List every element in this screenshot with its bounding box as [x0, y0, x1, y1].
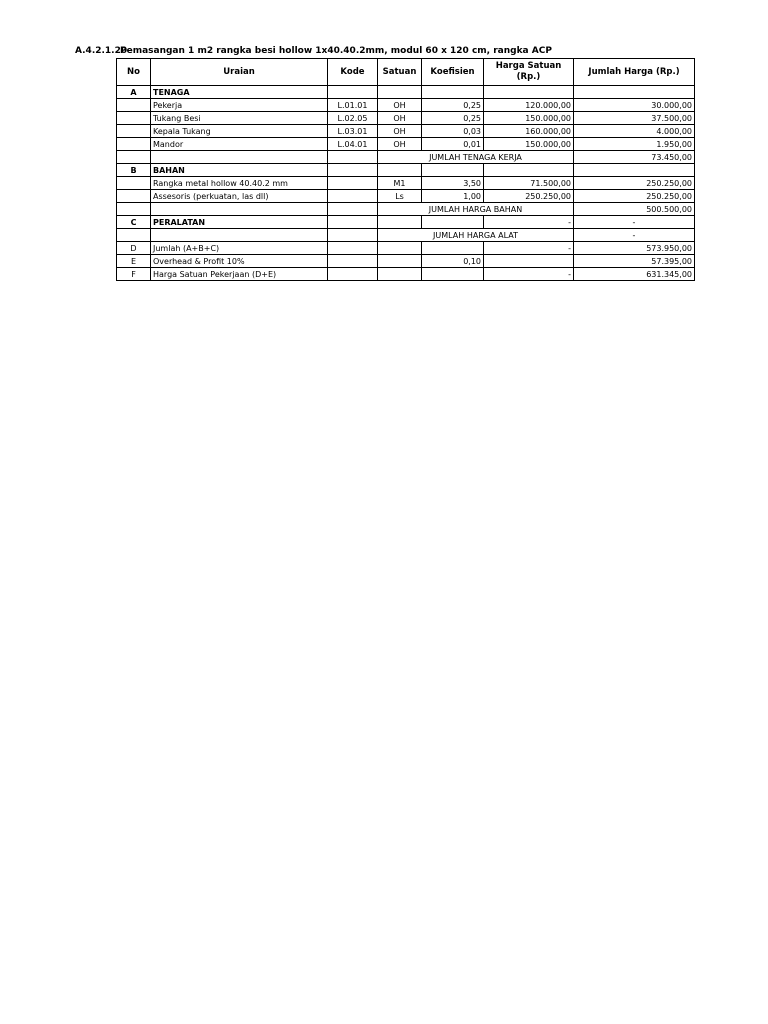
section-c-label: PERALATAN: [151, 216, 328, 229]
section-a-total-row: [117, 151, 695, 164]
table-row: [117, 177, 695, 190]
summary-uraian: Overhead & Profit 10%: [151, 255, 328, 268]
row-uraian: Assesoris (perkuatan, las dll): [151, 190, 328, 203]
row-jumlah: 37.500,00: [574, 112, 695, 125]
row-harga: 150.000,00: [484, 112, 574, 125]
row-harga: 120.000,00: [484, 99, 574, 112]
row-uraian: Mandor: [151, 138, 328, 151]
row-kode: [328, 190, 378, 203]
header-harga-satuan: [484, 59, 574, 86]
summary-row-d: [117, 242, 695, 255]
row-jumlah: 4.000,00: [574, 125, 695, 138]
summary-uraian: Jumlah (A+B+C): [151, 242, 328, 255]
row-kode: [328, 177, 378, 190]
header-kode: Kode: [328, 59, 378, 86]
row-uraian: Rangka metal hollow 40.40.2 mm: [151, 177, 328, 190]
section-c-jumlah: -: [574, 216, 695, 229]
row-satuan: OH: [378, 138, 422, 151]
section-b-total-label: JUMLAH HARGA BAHAN: [378, 203, 574, 216]
page-title: Pemasangan 1 m2 rangka besi hollow 1x40.40.2mm, modul 60 x 120 cm, rangka ACP: [120, 46, 552, 56]
row-jumlah: 250.250,00: [574, 177, 695, 190]
section-b-total-value: 500.500,00: [574, 203, 695, 216]
summary-jumlah: 57.395,00: [574, 255, 695, 268]
header-row: [117, 59, 695, 86]
section-b-label: BAHAN: [151, 164, 328, 177]
header-jumlah-harga: Jumlah Harga (Rp.): [574, 59, 695, 86]
summary-harga: [484, 255, 574, 268]
section-a-header-row: [117, 86, 695, 99]
summary-harga: -: [484, 268, 574, 281]
summary-uraian: Harga Satuan Pekerjaan (D+E): [151, 268, 328, 281]
row-jumlah: 30.000,00: [574, 99, 695, 112]
section-c-no: C: [117, 216, 151, 229]
summary-row-f: [117, 268, 695, 281]
table-row: [117, 99, 695, 112]
section-b-total-row: [117, 203, 695, 216]
header-no: No: [117, 59, 151, 86]
table-row: [117, 112, 695, 125]
header-uraian: Uraian: [151, 59, 328, 86]
summary-koefisien: [422, 268, 484, 281]
summary-jumlah: 573.950,00: [574, 242, 695, 255]
summary-koefisien: [422, 242, 484, 255]
row-jumlah: 250.250,00: [574, 190, 695, 203]
summary-koefisien: 0,10: [422, 255, 484, 268]
section-c-header-row: [117, 216, 695, 229]
row-uraian: Kepala Tukang: [151, 125, 328, 138]
section-c-total-value: -: [574, 229, 695, 242]
table-row: [117, 138, 695, 151]
row-satuan: OH: [378, 125, 422, 138]
summary-no: D: [117, 242, 151, 255]
row-kode: L.02.05: [328, 112, 378, 125]
header-harga-satuan-line1: Harga Satuan: [495, 61, 562, 71]
section-c-total-label: JUMLAH HARGA ALAT: [378, 229, 574, 242]
header-satuan: Satuan: [378, 59, 422, 86]
header-harga-satuan-line2: (Rp.): [516, 72, 541, 82]
section-a-total-value: 73.450,00: [574, 151, 695, 164]
row-koefisien: 0,03: [422, 125, 484, 138]
summary-no: E: [117, 255, 151, 268]
row-uraian: Tukang Besi: [151, 112, 328, 125]
section-c-total-row: [117, 229, 695, 242]
section-b-header-row: [117, 164, 695, 177]
row-harga: 160.000,00: [484, 125, 574, 138]
row-kode: L.01.01: [328, 99, 378, 112]
row-harga: 250.250,00: [484, 190, 574, 203]
row-satuan: OH: [378, 112, 422, 125]
row-satuan: M1: [378, 177, 422, 190]
row-koefisien: 0,25: [422, 99, 484, 112]
row-koefisien: 0,25: [422, 112, 484, 125]
table-row: [117, 190, 695, 203]
row-jumlah: 1.950,00: [574, 138, 695, 151]
item-code: A.4.2.1.20: [75, 46, 128, 56]
row-kode: L.03.01: [328, 125, 378, 138]
section-b-no: B: [117, 164, 151, 177]
header-koefisien: Koefisien: [422, 59, 484, 86]
row-satuan: Ls: [378, 190, 422, 203]
summary-row-e: [117, 255, 695, 268]
row-harga: 71.500,00: [484, 177, 574, 190]
row-kode: L.04.01: [328, 138, 378, 151]
row-satuan: OH: [378, 99, 422, 112]
row-koefisien: 3,50: [422, 177, 484, 190]
table-row: [117, 125, 695, 138]
row-koefisien: 0,01: [422, 138, 484, 151]
summary-harga: -: [484, 242, 574, 255]
section-a-total-label: JUMLAH TENAGA KERJA: [378, 151, 574, 164]
row-harga: 150.000,00: [484, 138, 574, 151]
cost-analysis-table: [116, 58, 695, 281]
summary-no: F: [117, 268, 151, 281]
section-a-label: TENAGA: [151, 86, 328, 99]
row-koefisien: 1,00: [422, 190, 484, 203]
section-a-no: A: [117, 86, 151, 99]
row-uraian: Pekerja: [151, 99, 328, 112]
section-c-harga: -: [484, 216, 574, 229]
summary-jumlah: 631.345,00: [574, 268, 695, 281]
